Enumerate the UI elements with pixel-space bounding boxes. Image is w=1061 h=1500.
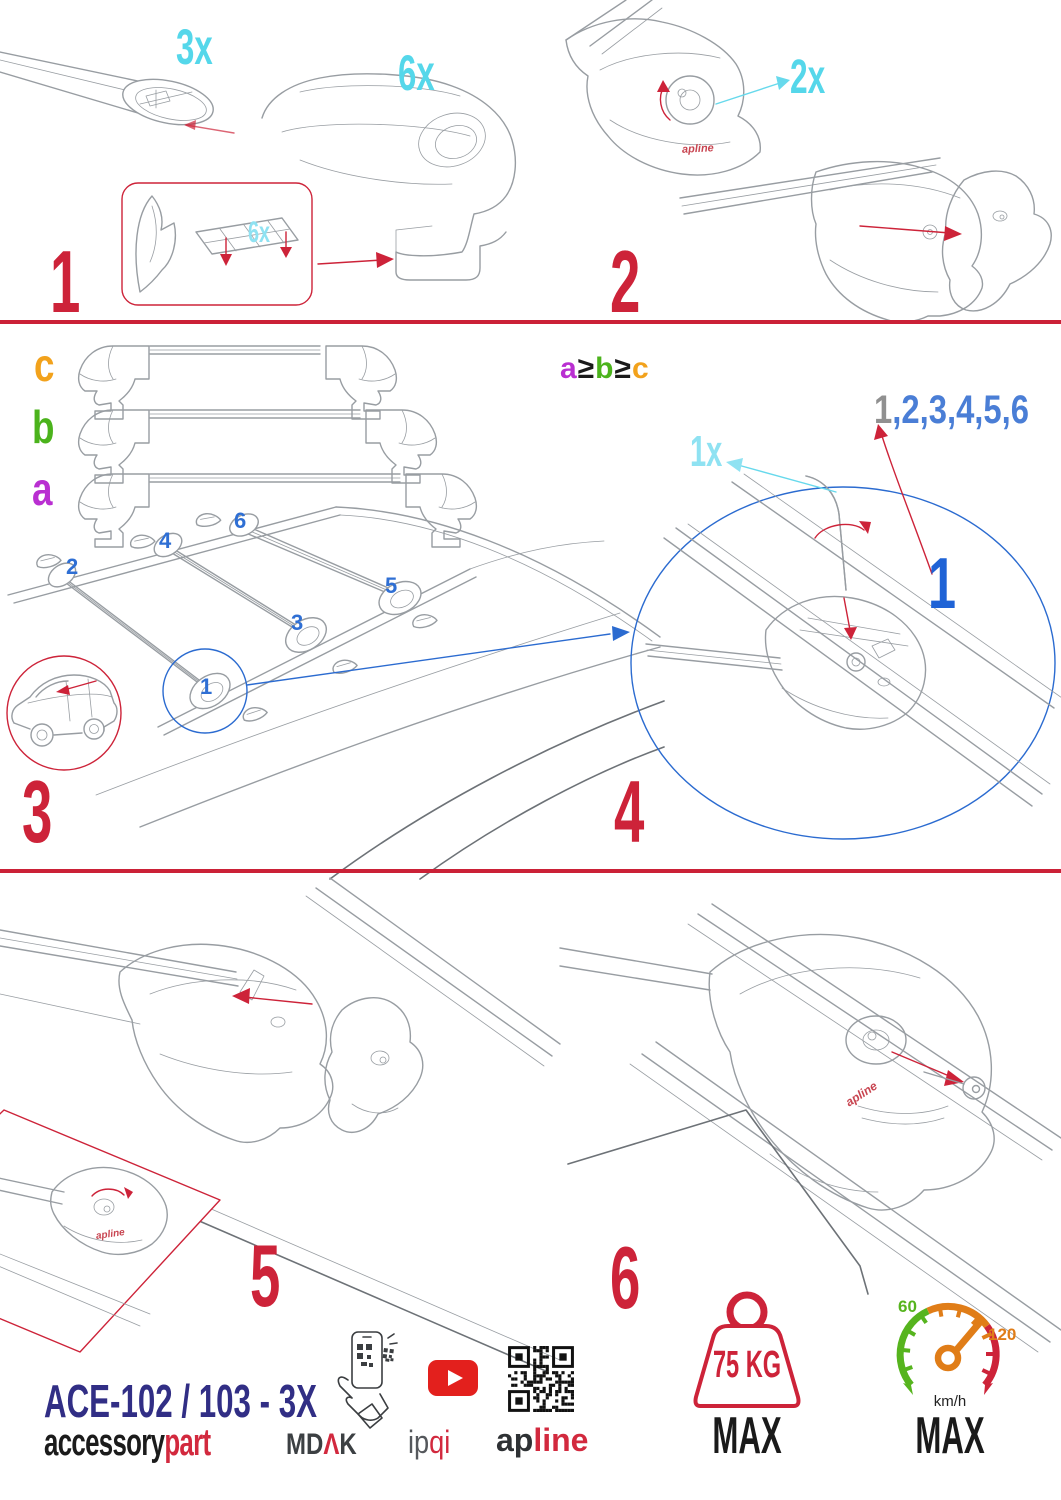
ipqi-logo — [408, 1426, 450, 1458]
tightening-order-rest: ,2,3,4,5,6 — [892, 388, 1030, 432]
roof-position-2: 2 — [66, 554, 79, 579]
roof-position-4: 4 — [159, 528, 172, 553]
size-rule-a: a — [560, 352, 578, 385]
brand-wordmark-black: accessory — [44, 1422, 165, 1464]
step4-tightening-detail-drawing — [612, 378, 1061, 870]
roof-position-5: 5 — [385, 573, 398, 598]
apline-logo-red: line — [533, 1422, 589, 1458]
phone-qr-scan-icon — [336, 1330, 400, 1432]
ipqi-logo-red: qi — [429, 1424, 451, 1460]
step2-number: 2 — [610, 232, 640, 331]
detail-position-ref: 1 — [928, 544, 957, 624]
mdak-logo-a: Λ — [323, 1428, 340, 1461]
roof-position-3: 3 — [291, 610, 304, 635]
mdak-logo-md: MD — [286, 1428, 324, 1461]
weight-limit-max: MAX — [712, 1407, 782, 1465]
youtube-icon — [428, 1360, 478, 1396]
size-rule-ge2: ≥ — [614, 352, 632, 385]
gauge-high-label: 120 — [988, 1325, 1017, 1344]
crossbar-quantity-label: 3x — [176, 19, 213, 75]
section-divider — [0, 320, 1061, 324]
roof-installation-drawing — [0, 495, 665, 880]
step4-number: 4 — [614, 762, 644, 861]
product-code: ACE-102 / 103 - 3X — [44, 1375, 317, 1427]
size-rule — [560, 354, 650, 384]
step3-number: 3 — [22, 762, 52, 861]
apline-logo — [496, 1424, 588, 1456]
brand-wordmark — [44, 1424, 210, 1462]
hexkey-quantity-label: 1x — [690, 427, 723, 476]
apline-part-mark: apline — [95, 1227, 126, 1242]
size-rule-b: b — [595, 352, 615, 385]
step5-endcap-drawing — [0, 874, 560, 1379]
apline-logo-dark: ap — [496, 1422, 534, 1458]
tightening-order-first: 1 — [874, 388, 893, 432]
apline-part-mark: apline — [842, 1078, 880, 1110]
mdak-logo-k: K — [339, 1428, 357, 1461]
bar-label-a: a — [32, 463, 53, 515]
ipqi-logo-gray: ip — [408, 1424, 430, 1460]
apline-part-mark: apline — [681, 142, 715, 156]
mdak-logo — [286, 1430, 357, 1460]
foot-quantity-label: 6x — [398, 45, 435, 101]
tightening-order — [874, 390, 1029, 430]
brand-wordmark-red: part — [164, 1422, 211, 1464]
speed-limit-max: MAX — [915, 1407, 985, 1465]
size-rule-ge1: ≥ — [577, 352, 596, 385]
step6-number: 6 — [610, 1228, 640, 1327]
weight-limit-value: 75 KG — [712, 1344, 782, 1386]
step1-crossbar-foot-drawing — [0, 0, 530, 323]
step5-number: 5 — [250, 1226, 280, 1325]
roof-position-6: 6 — [234, 508, 247, 533]
section-divider — [0, 869, 1061, 873]
size-rule-c: c — [631, 352, 650, 385]
roof-position-1: 1 — [200, 674, 213, 699]
pad-quantity-label: 6x — [248, 216, 271, 249]
step1-number: 1 — [50, 232, 80, 331]
bar-label-b: b — [32, 401, 55, 453]
qr-code — [508, 1346, 574, 1412]
gauge-low-label: 60 — [898, 1297, 917, 1316]
gauge-unit-label: km/h — [933, 1393, 967, 1410]
bar-label-c: c — [34, 339, 55, 391]
knob-quantity-label: 2x — [790, 51, 826, 104]
